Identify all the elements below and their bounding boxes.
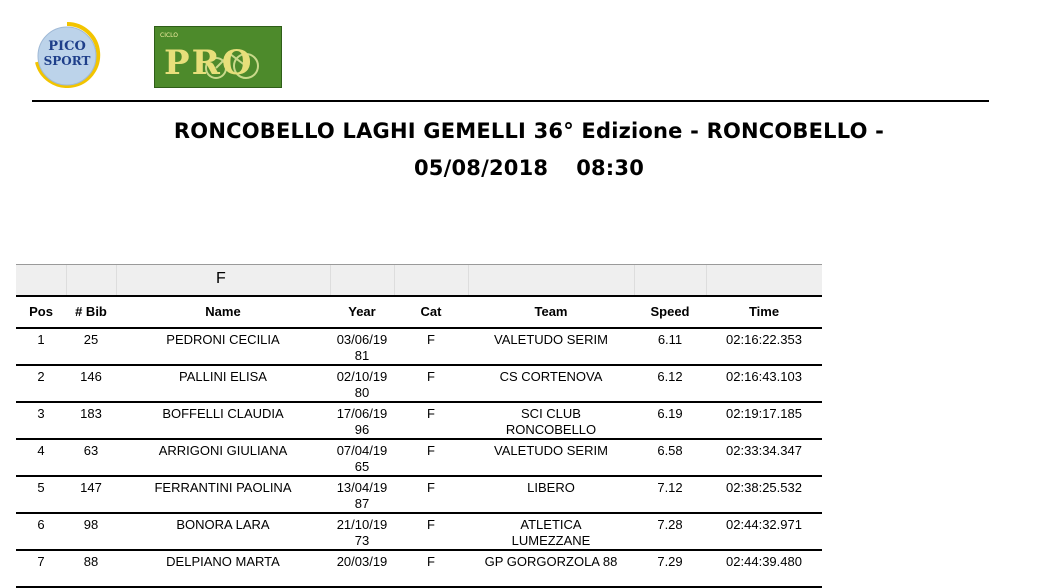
cell-name: BOFFELLI CLAUDIA <box>162 406 284 421</box>
table-row <box>16 551 822 588</box>
cell-team: ATLETICA LUMEZZANE <box>511 517 591 548</box>
cell-time: 02:16:43.103 <box>726 369 802 384</box>
cell-speed: 7.28 <box>657 517 683 532</box>
cell-time: 02:38:25.532 <box>726 480 802 495</box>
header-team: Team <box>534 304 568 319</box>
cell-bib: 146 <box>80 369 102 384</box>
cell-bib: 183 <box>80 406 102 421</box>
cell-time: 02:44:39.480 <box>726 554 802 569</box>
cell-cat: F <box>427 554 435 569</box>
results-table <box>16 264 822 588</box>
pro-cycling-logo <box>154 26 282 88</box>
cell-year: 20/03/19 <box>336 554 388 569</box>
cell-year: 07/04/19 65 <box>336 443 388 474</box>
cell-team: LIBERO <box>527 480 575 495</box>
header-divider <box>32 100 989 102</box>
cell-team: SCI CLUB RONCOBELLO <box>505 406 597 437</box>
category-band <box>16 264 822 297</box>
header-bib: # Bib <box>75 304 107 319</box>
pico-sport-logo <box>31 20 103 88</box>
category-label: F <box>216 270 226 287</box>
event-date: 05/08/2018 <box>413 156 549 180</box>
cell-name: ARRIGONI GIULIANA <box>158 443 288 458</box>
cell-speed: 6.11 <box>657 332 683 347</box>
cell-speed: 6.19 <box>657 406 683 421</box>
cell-cat: F <box>427 480 435 495</box>
header-speed: Speed <box>650 304 690 319</box>
cell-year: 03/06/19 81 <box>336 332 388 363</box>
cell-time: 02:19:17.185 <box>726 406 802 421</box>
cell-pos: 6 <box>37 517 45 532</box>
cell-speed: 6.12 <box>657 369 683 384</box>
cell-cat: F <box>427 517 435 532</box>
header-name: Name <box>205 304 241 319</box>
cell-bib: 147 <box>80 480 102 495</box>
cell-time: 02:44:32.971 <box>726 517 802 532</box>
cell-bib: 88 <box>83 554 99 569</box>
cell-cat: F <box>427 369 435 384</box>
header-pos: Pos <box>29 304 53 319</box>
cell-speed: 6.58 <box>657 443 683 458</box>
cell-pos: 5 <box>37 480 45 495</box>
cell-pos: 7 <box>37 554 45 569</box>
cell-year: 21/10/19 73 <box>336 517 388 548</box>
pro-logo-small-text: CICLO <box>160 32 178 39</box>
cell-name: FERRANTINI PAOLINA <box>154 480 292 495</box>
cell-team: VALETUDO SERIM <box>494 443 608 458</box>
table-body <box>16 329 822 588</box>
cell-pos: 2 <box>37 369 45 384</box>
table-row <box>16 366 822 403</box>
cell-pos: 1 <box>37 332 45 347</box>
event-time: 08:30 <box>576 156 645 180</box>
cell-year: 13/04/19 87 <box>336 480 388 511</box>
cell-bib: 25 <box>83 332 99 347</box>
header-cat: Cat <box>420 304 442 319</box>
pico-logo-line2: SPORT <box>43 54 91 68</box>
cell-cat: F <box>427 406 435 421</box>
cell-time: 02:16:22.353 <box>726 332 802 347</box>
table-row <box>16 403 822 440</box>
event-datetime <box>0 156 1058 180</box>
pico-logo-line1: PICO <box>48 39 86 54</box>
table-row <box>16 514 822 551</box>
cell-name: BONORA LARA <box>176 517 270 532</box>
table-row <box>16 477 822 514</box>
cell-speed: 7.29 <box>657 554 683 569</box>
cell-year: 17/06/19 96 <box>336 406 388 437</box>
cell-team: CS CORTENOVA <box>499 369 603 384</box>
table-header <box>16 297 822 329</box>
cell-name: PALLINI ELISA <box>179 369 267 384</box>
cell-bib: 63 <box>83 443 99 458</box>
cell-speed: 7.12 <box>657 480 683 495</box>
cell-pos: 4 <box>37 443 45 458</box>
event-title: RONCOBELLO LAGHI GEMELLI 36° Edizione - RONCOBELLO - <box>173 119 885 143</box>
cell-name: DELPIANO MARTA <box>166 554 280 569</box>
cell-cat: F <box>427 332 435 347</box>
pro-logo-big-text: PRO <box>164 43 254 83</box>
cell-name: PEDRONI CECILIA <box>166 332 280 347</box>
cell-year: 02/10/19 80 <box>336 369 388 400</box>
cell-pos: 3 <box>37 406 45 421</box>
cell-team: GP GORGORZOLA 88 <box>484 554 618 569</box>
table-row <box>16 440 822 477</box>
header-year: Year <box>348 304 376 319</box>
header-time: Time <box>748 304 780 319</box>
table-row <box>16 329 822 366</box>
cell-time: 02:33:34.347 <box>726 443 802 458</box>
cell-bib: 98 <box>83 517 99 532</box>
cell-cat: F <box>427 443 435 458</box>
cell-team: VALETUDO SERIM <box>494 332 608 347</box>
